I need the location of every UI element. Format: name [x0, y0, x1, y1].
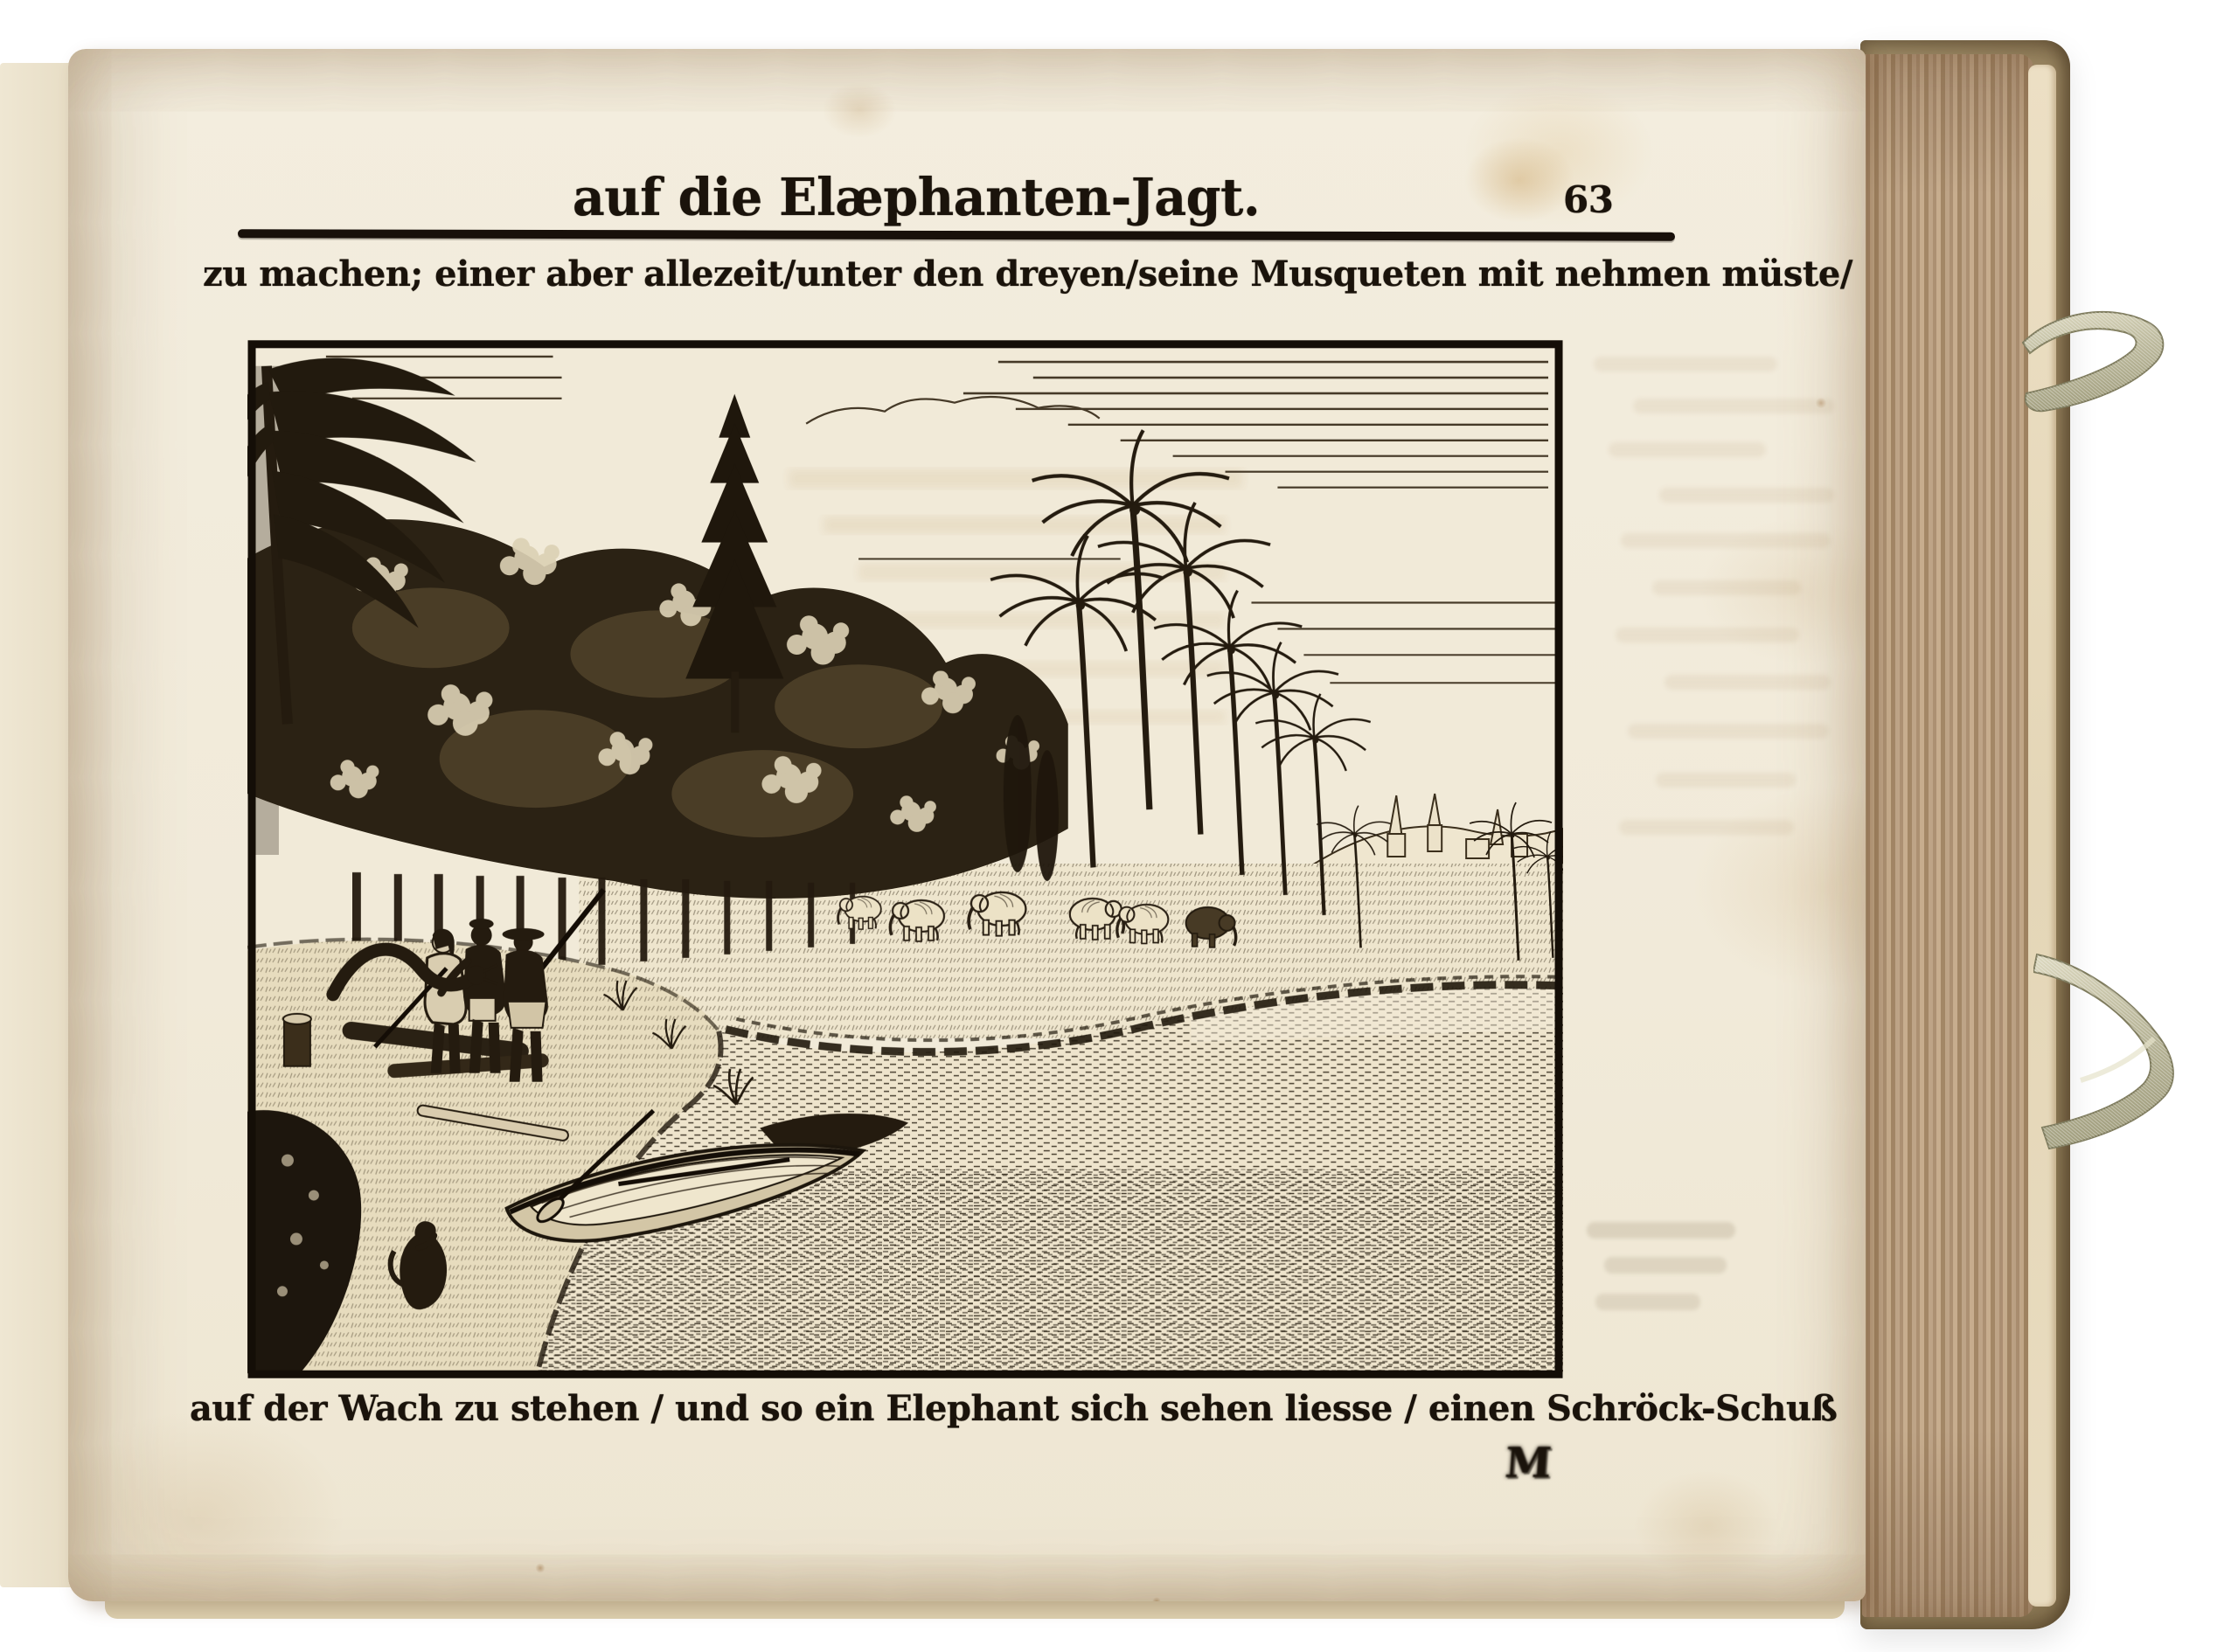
book-page [68, 49, 1866, 1601]
fore-edge-page-block [1862, 54, 2033, 1617]
caption-below-plate: auf der Wach zu stehen / und so ein Elephant sich sehen liesse / einen Schröck-Schuß [190, 1388, 1838, 1429]
running-head: auf die Elæphanten-Jagt. [572, 166, 1261, 228]
signature-mark: M [1503, 1439, 1553, 1488]
page-block-light-edge [2028, 65, 2056, 1607]
bookmark-ribbon-middle [2033, 941, 2208, 1177]
bookmark-ribbon-top [2018, 297, 2175, 450]
headline-rule [238, 229, 1675, 240]
engraved-plate-elephant-hunt [247, 339, 1563, 1379]
text-line-above-plate: zu machen; einer aber allezeit/unter den dreyen/seine Musqueten mit nehmen müste/ [203, 253, 1852, 295]
page-number: 63 [1563, 178, 1614, 221]
